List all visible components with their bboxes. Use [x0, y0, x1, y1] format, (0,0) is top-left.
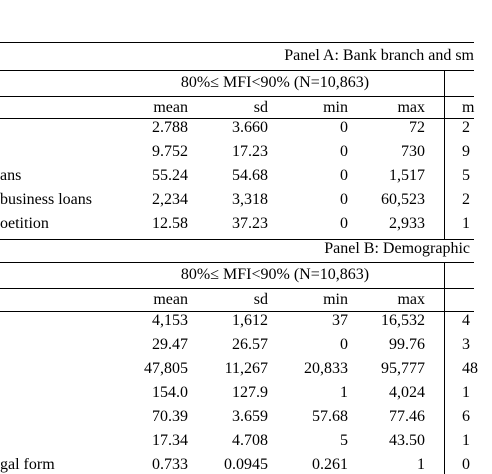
panel-a-row-1-mean: 9.752 — [152, 143, 188, 160]
panel-a-header-max: max — [397, 99, 425, 116]
panel-a-row-4-min: 0 — [340, 215, 348, 232]
panel-b-row-5-extra: 1 — [462, 432, 470, 449]
panel-a-row-3-mean: 2,234 — [152, 191, 188, 208]
panel-a-row-0-extra: 2 — [462, 119, 470, 136]
panel-b-row-3-extra: 1 — [462, 384, 470, 401]
panel-b-row-6-min: 0.261 — [312, 456, 348, 473]
panel-b-row-4-min: 57.68 — [312, 408, 348, 425]
panel-a-group-rule — [0, 96, 474, 97]
panel-b-row-5-mean: 17.34 — [152, 432, 188, 449]
panel-a-row-1-extra: 9 — [462, 143, 470, 160]
panel-a-header-extra: m — [462, 99, 475, 116]
panel-b-header-min: min — [323, 291, 348, 308]
panel-a-row-2-sd: 54.68 — [232, 167, 268, 184]
panel-a-row-0-sd: 3.660 — [232, 119, 268, 136]
panel-a-row-4-label: oetition — [0, 215, 49, 232]
panel-a-row-4-sd: 37.23 — [232, 215, 268, 232]
panel-b-row-5-min: 5 — [340, 432, 348, 449]
panel-b-row-6-mean: 0.733 — [152, 456, 188, 473]
panel-b-row-1-extra: 3 — [462, 336, 470, 353]
panel-a-row-3-max: 60,523 — [381, 191, 425, 208]
panel-b-row-0-sd: 1,612 — [232, 312, 268, 329]
panel-b-row-6-label: gal form — [0, 456, 55, 473]
panel-b-row-6-max: 1 — [417, 456, 425, 473]
panel-b-row-2-max: 95,777 — [381, 360, 425, 377]
panel-b-header-mean: mean — [153, 291, 188, 308]
panel-b-row-5-max: 43.50 — [389, 432, 425, 449]
panel-b-group-label: 80%≤ MFI<90% (N=10,863) — [180, 266, 370, 283]
panel-a-header-min: min — [323, 99, 348, 116]
panel-a-row-2-max: 1,517 — [389, 167, 425, 184]
panel-b-row-0-mean: 4,153 — [152, 312, 188, 329]
panel-b-row-1-min: 0 — [340, 336, 348, 353]
panel-b-row-2-extra: 48 — [462, 360, 478, 377]
panel-a-row-1-max: 730 — [401, 143, 425, 160]
panel-b-row-0-extra: 4 — [462, 312, 470, 329]
panel-b-row-2-min: 20,833 — [304, 360, 348, 377]
panel-b-row-4-mean: 70.39 — [152, 408, 188, 425]
panel-a-row-2-min: 0 — [340, 167, 348, 184]
panel-b-row-3-sd: 127.9 — [232, 384, 268, 401]
panel-a-row-2-extra: 5 — [462, 167, 470, 184]
panel-b-row-2-sd: 11,267 — [224, 360, 268, 377]
panel-a-row-1-min: 0 — [340, 143, 348, 160]
panel-a-header-sd: sd — [253, 99, 268, 116]
panel-b-row-0-max: 16,532 — [381, 312, 425, 329]
panel-a-row-0-max: 72 — [409, 119, 425, 136]
panel-b-row-1-max: 99.76 — [389, 336, 425, 353]
panel-b-row-1-sd: 26.57 — [232, 336, 268, 353]
panel-a-title: Panel A: Bank branch and sm — [284, 47, 474, 64]
panel-a-row-4-max: 2,933 — [389, 215, 425, 232]
panel-b-row-4-extra: 6 — [462, 408, 470, 425]
panel-a-row-1-sd: 17.23 — [232, 143, 268, 160]
panel-b-row-2-mean: 47,805 — [144, 360, 188, 377]
panel-a-row-2-mean: 55.24 — [152, 167, 188, 184]
panel-b-row-4-max: 77.46 — [389, 408, 425, 425]
panel-b-row-6-extra: 0 — [462, 456, 470, 473]
panel-a-row-0-mean: 2.788 — [152, 119, 188, 136]
panel-b-header-sd: sd — [253, 291, 268, 308]
panel-a-row-3-extra: 2 — [462, 191, 470, 208]
panel-b-row-0-min: 37 — [332, 312, 348, 329]
panel-b-row-5-sd: 4.708 — [232, 432, 268, 449]
panel-a-row-0-min: 0 — [340, 119, 348, 136]
panel-b-row-6-sd: 0.0945 — [224, 456, 268, 473]
panel-a-row-4-extra: 1 — [462, 215, 470, 232]
panel-b-divider — [444, 262, 445, 474]
panel-a-row-4-mean: 12.58 — [152, 215, 188, 232]
panel-b-row-3-mean: 154.0 — [152, 384, 188, 401]
panel-b-header-max: max — [397, 291, 425, 308]
panel-a-row-3-min: 0 — [340, 191, 348, 208]
panel-b-row-3-max: 4,024 — [389, 384, 425, 401]
panel-a-row-3-sd: 3,318 — [232, 191, 268, 208]
panel-b-group-rule — [0, 288, 474, 289]
panel-a-group-label: 80%≤ MFI<90% (N=10,863) — [180, 74, 370, 91]
panel-b-title: Panel B: Demographic — [324, 240, 470, 257]
panel-a-header-mean: mean — [153, 99, 188, 116]
panel-b-title-rule — [0, 262, 474, 263]
panel-a-row-2-label: ans — [0, 167, 22, 184]
panel-a-row-3-label: business loans — [0, 191, 92, 208]
top-rule — [0, 42, 474, 43]
panel-a-title-rule — [0, 70, 474, 71]
panel-b-row-3-min: 1 — [340, 384, 348, 401]
panel-b-row-4-sd: 3.659 — [232, 408, 268, 425]
panel-b-row-1-mean: 29.47 — [152, 336, 188, 353]
